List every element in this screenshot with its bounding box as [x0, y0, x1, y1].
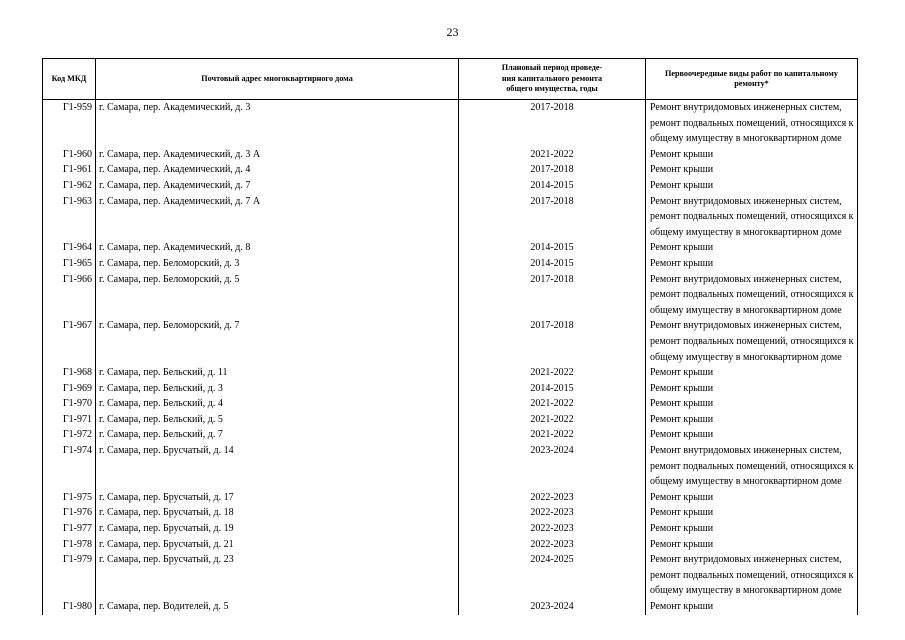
- row-period: 2023-2024: [459, 599, 646, 615]
- row-period: 2021-2022: [459, 147, 646, 163]
- row-address: г. Самара, пер. Беломорский, д. 5: [96, 272, 459, 319]
- row-address: г. Самара, пер. Беломорский, д. 3: [96, 256, 459, 272]
- row-works: [646, 100, 858, 147]
- table-row: [43, 178, 858, 194]
- header-code: Код МКД: [43, 59, 96, 100]
- row-address: г. Самара, пер. Академический, д. 7 А: [96, 194, 459, 241]
- work-line: общему имуществу в многоквартирном доме: [650, 585, 842, 597]
- work-line: Ремонт крыши: [650, 164, 714, 176]
- row-works: [646, 194, 858, 241]
- table-row: [43, 162, 858, 178]
- row-code: Г1-980: [43, 599, 96, 615]
- work-line: Ремонт крыши: [650, 538, 714, 550]
- work-line: Ремонт крыши: [650, 148, 714, 160]
- table-row: [43, 100, 858, 147]
- row-works: [646, 412, 858, 428]
- table-row: [43, 505, 858, 521]
- row-address: г. Самара, пер. Водителей, д. 5: [96, 599, 459, 615]
- table-row: [43, 381, 858, 397]
- row-address: г. Самара, пер. Брусчатый, д. 21: [96, 537, 459, 553]
- row-address: г. Самара, пер. Академический, д. 3: [96, 100, 459, 147]
- row-code: Г1-967: [43, 318, 96, 365]
- table-row: [43, 552, 858, 599]
- work-line: Ремонт внутридомовых инженерных систем,: [650, 554, 842, 566]
- row-works: [646, 162, 858, 178]
- table-row: [43, 272, 858, 319]
- row-address: г. Самара, пер. Академический, д. 8: [96, 240, 459, 256]
- row-period: 2022-2023: [459, 537, 646, 553]
- work-line: Ремонт крыши: [650, 257, 714, 269]
- row-works: [646, 318, 858, 365]
- work-line: общему имуществу в многоквартирном доме: [650, 476, 842, 488]
- row-period: 2017-2018: [459, 194, 646, 241]
- row-address: г. Самара, пер. Академический, д. 7: [96, 178, 459, 194]
- row-address: г. Самара, пер. Бельский, д. 7: [96, 427, 459, 443]
- row-address: г. Самара, пер. Брусчатый, д. 19: [96, 521, 459, 537]
- table-row: [43, 365, 858, 381]
- table-row: [43, 490, 858, 506]
- header-address: Почтовый адрес многоквартирного дома: [96, 59, 459, 100]
- work-line: Ремонт крыши: [650, 367, 714, 379]
- work-line: Ремонт внутридомовых инженерных систем,: [650, 102, 842, 113]
- row-period: 2022-2023: [459, 505, 646, 521]
- row-works: [646, 256, 858, 272]
- row-code: Г1-962: [43, 178, 96, 194]
- row-code: Г1-974: [43, 443, 96, 490]
- table-row: [43, 194, 858, 241]
- row-address: г. Самара, пер. Бельский, д. 11: [96, 365, 459, 381]
- row-period: 2021-2022: [459, 365, 646, 381]
- row-works: [646, 521, 858, 537]
- work-line: Ремонт внутридомовых инженерных систем,: [650, 445, 842, 457]
- work-line: ремонт подвальных помещений, относящихся к: [650, 289, 854, 301]
- row-code: Г1-960: [43, 147, 96, 163]
- row-period: 2021-2022: [459, 427, 646, 443]
- row-works: [646, 381, 858, 397]
- row-address: г. Самара, пер. Брусчатый, д. 14: [96, 443, 459, 490]
- table-row: [43, 599, 858, 615]
- row-period: 2014-2015: [459, 381, 646, 397]
- row-period: 2022-2023: [459, 490, 646, 506]
- work-line: Ремонт крыши: [650, 507, 714, 519]
- table-row: [43, 318, 858, 365]
- work-line: Ремонт крыши: [650, 491, 714, 503]
- header-period: [459, 59, 646, 100]
- header-works-line: Первоочередные виды работ по капитальному: [665, 68, 838, 78]
- row-code: Г1-970: [43, 396, 96, 412]
- row-address: г. Самара, пер. Брусчатый, д. 17: [96, 490, 459, 506]
- row-works: [646, 443, 858, 490]
- row-works: [646, 240, 858, 256]
- table-row: [43, 443, 858, 490]
- work-line: общему имуществу в многоквартирном доме: [650, 226, 842, 238]
- work-line: ремонт подвальных помещений, относящихся к: [650, 460, 854, 472]
- work-line: Ремонт крыши: [650, 382, 714, 394]
- table-row: [43, 537, 858, 553]
- work-line: Ремонт крыши: [650, 242, 714, 254]
- row-period: 2014-2015: [459, 240, 646, 256]
- row-address: г. Самара, пер. Беломорский, д. 7: [96, 318, 459, 365]
- row-address: г. Самара, пер. Бельский, д. 4: [96, 396, 459, 412]
- row-code: Г1-978: [43, 537, 96, 553]
- row-code: Г1-966: [43, 272, 96, 319]
- row-works: [646, 365, 858, 381]
- row-code: Г1-969: [43, 381, 96, 397]
- row-period: 2014-2015: [459, 256, 646, 272]
- table-row: [43, 412, 858, 428]
- row-works: [646, 599, 858, 615]
- row-period: 2021-2022: [459, 412, 646, 428]
- row-period: 2024-2025: [459, 552, 646, 599]
- table-row: [43, 396, 858, 412]
- row-code: Г1-963: [43, 194, 96, 241]
- row-address: г. Самара, пер. Бельский, д. 3: [96, 381, 459, 397]
- row-period: 2017-2018: [459, 162, 646, 178]
- row-works: [646, 552, 858, 599]
- row-works: [646, 505, 858, 521]
- row-code: Г1-964: [43, 240, 96, 256]
- row-works: [646, 537, 858, 553]
- row-address: г. Самара, пер. Академический, д. 3 А: [96, 147, 459, 163]
- work-line: Ремонт крыши: [650, 523, 714, 535]
- table-row: [43, 427, 858, 443]
- row-period: 2023-2024: [459, 443, 646, 490]
- row-works: [646, 490, 858, 506]
- work-line: Ремонт внутридомовых инженерных систем,: [650, 320, 842, 332]
- row-code: Г1-975: [43, 490, 96, 506]
- work-line: общему имуществу в многоквартирном доме: [650, 351, 842, 363]
- work-line: ремонт подвальных помещений, относящихся к: [650, 569, 854, 581]
- work-line: Ремонт крыши: [650, 429, 714, 441]
- table-row: [43, 521, 858, 537]
- work-line: ремонт подвальных помещений, относящихся к: [650, 335, 854, 347]
- row-works: [646, 272, 858, 319]
- row-address: г. Самара, пер. Брусчатый, д. 23: [96, 552, 459, 599]
- row-works: [646, 147, 858, 163]
- header-period-line: ния капитального ремонта: [501, 73, 603, 83]
- row-code: Г1-965: [43, 256, 96, 272]
- table-row: [43, 240, 858, 256]
- row-code: Г1-979: [43, 552, 96, 599]
- table-row: [43, 147, 858, 163]
- header-works-line: ремонту*: [734, 79, 769, 88]
- row-period: 2017-2018: [459, 318, 646, 365]
- work-line: общему имуществу в многоквартирном доме: [650, 133, 842, 145]
- row-period: 2017-2018: [459, 272, 646, 319]
- work-line: Ремонт внутридомовых инженерных систем,: [650, 195, 842, 207]
- table-row: [43, 256, 858, 272]
- work-line: Ремонт крыши: [650, 601, 714, 612]
- row-code: Г1-976: [43, 505, 96, 521]
- table-body: [43, 100, 858, 615]
- table-header: [43, 59, 858, 100]
- row-code: Г1-959: [43, 100, 96, 147]
- row-address: г. Самара, пер. Бельский, д. 5: [96, 412, 459, 428]
- row-period: 2021-2022: [459, 396, 646, 412]
- capital-repair-table: [42, 58, 858, 615]
- work-line: Ремонт крыши: [650, 413, 714, 425]
- row-code: Г1-972: [43, 427, 96, 443]
- row-works: [646, 396, 858, 412]
- page-number: 23: [446, 25, 459, 39]
- row-code: Г1-971: [43, 412, 96, 428]
- row-period: 2022-2023: [459, 521, 646, 537]
- row-period: 2017-2018: [459, 100, 646, 147]
- work-line: Ремонт крыши: [650, 179, 714, 191]
- row-code: Г1-968: [43, 365, 96, 381]
- row-period: 2014-2015: [459, 178, 646, 194]
- row-works: [646, 427, 858, 443]
- row-works: [646, 178, 858, 194]
- work-line: Ремонт крыши: [650, 398, 714, 410]
- work-line: Ремонт внутридомовых инженерных систем,: [650, 273, 842, 285]
- row-address: г. Самара, пер. Академический, д. 4: [96, 162, 459, 178]
- work-line: ремонт подвальных помещений, относящихся к: [650, 211, 854, 223]
- row-address: г. Самара, пер. Брусчатый, д. 18: [96, 505, 459, 521]
- header-period-line: общего имущества, годы: [506, 84, 598, 94]
- header-period-line: Плановый период проведе-: [501, 63, 603, 73]
- row-code: Г1-977: [43, 521, 96, 537]
- work-line: общему имуществу в многоквартирном доме: [650, 304, 842, 316]
- row-code: Г1-961: [43, 162, 96, 178]
- header-works: [646, 59, 858, 100]
- work-line: ремонт подвальных помещений, относящихся к: [650, 117, 854, 129]
